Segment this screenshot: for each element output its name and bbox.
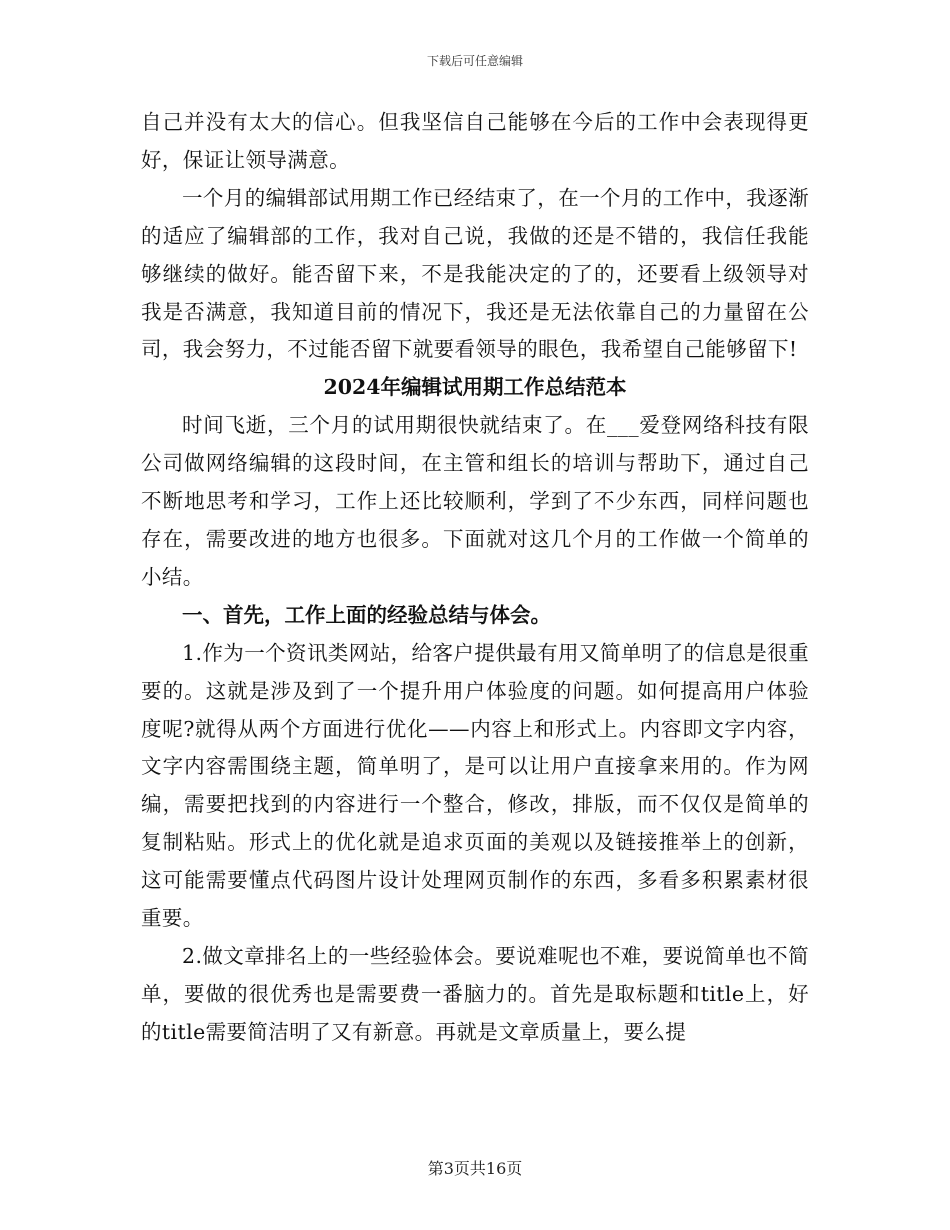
paragraph-point-1: 1.作为一个资讯类网站，给客户提供最有用又简单明了的信息是很重要的。这就是涉及到了一个提升用户体验度的问题。如何提高用户体验度呢?就得从两个方面进行优化——内容上和形式上。内容即文字内容，文字内容需围绕主题，简单明了，是可以让用户直接拿来用的。作为网编，需要把找到的内容进行一个整合，修改，排版，而不仅仅是简单的复制粘贴。形式上的优化就是追求页面的美观以及链接推举上的创新，这可能需要懂点代码图片设计处理网页制作的东西，多看多积累素材很重要。 [141,640,809,931]
paragraph-intro: 时间飞逝，三个月的试用期很快就结束了。在___爱登网络科技有限公司做网络编辑的这段时间，在主管和组长的培训与帮助下，通过自己不断地思考和学习，工作上还比较顺利，学到了不少东西，同样问题也存在，需要改进的地方也很多。下面就对这几个月的工作做一个简单的小结。 [141,413,809,589]
paragraph-probation-summary: 一个月的编辑部试用期工作已经结束了，在一个月的工作中，我逐渐的适应了编辑部的工作，我对自己说，我做的还是不错的，我信任我能够继续的做好。能否留下来，不是我能决定的了的，还要看上级领导对我是否满意，我知道目前的情况下，我还是无法依靠自己的力量留在公司，我会努力，不过能否留下就要看领导的眼色，我希望自己能够留下! [141,185,809,362]
paragraph-point-2: 2.做文章排名上的一些经验体会。要说难呢也不难，要说简单也不简单，要做的很优秀也是需要费一番脑力的。首先是取标题和title上，好的title需要简洁明了又有新意。再就是文章质量上，要么提 [141,943,809,1044]
section-title: 2024年编辑试用期工作总结范本 [323,375,627,400]
document-body [141,104,809,1052]
page-header: 下载后可任意编辑 [426,54,523,68]
paragraph-continuation: 自己并没有太大的信心。但我坚信自己能够在今后的工作中会表现得更好，保证让领导满意。 [141,110,809,172]
page-number: 第3页共16页 [427,1159,523,1178]
subheading-experience: 一、首先，工作上面的经验总结与体会。 [182,602,551,627]
